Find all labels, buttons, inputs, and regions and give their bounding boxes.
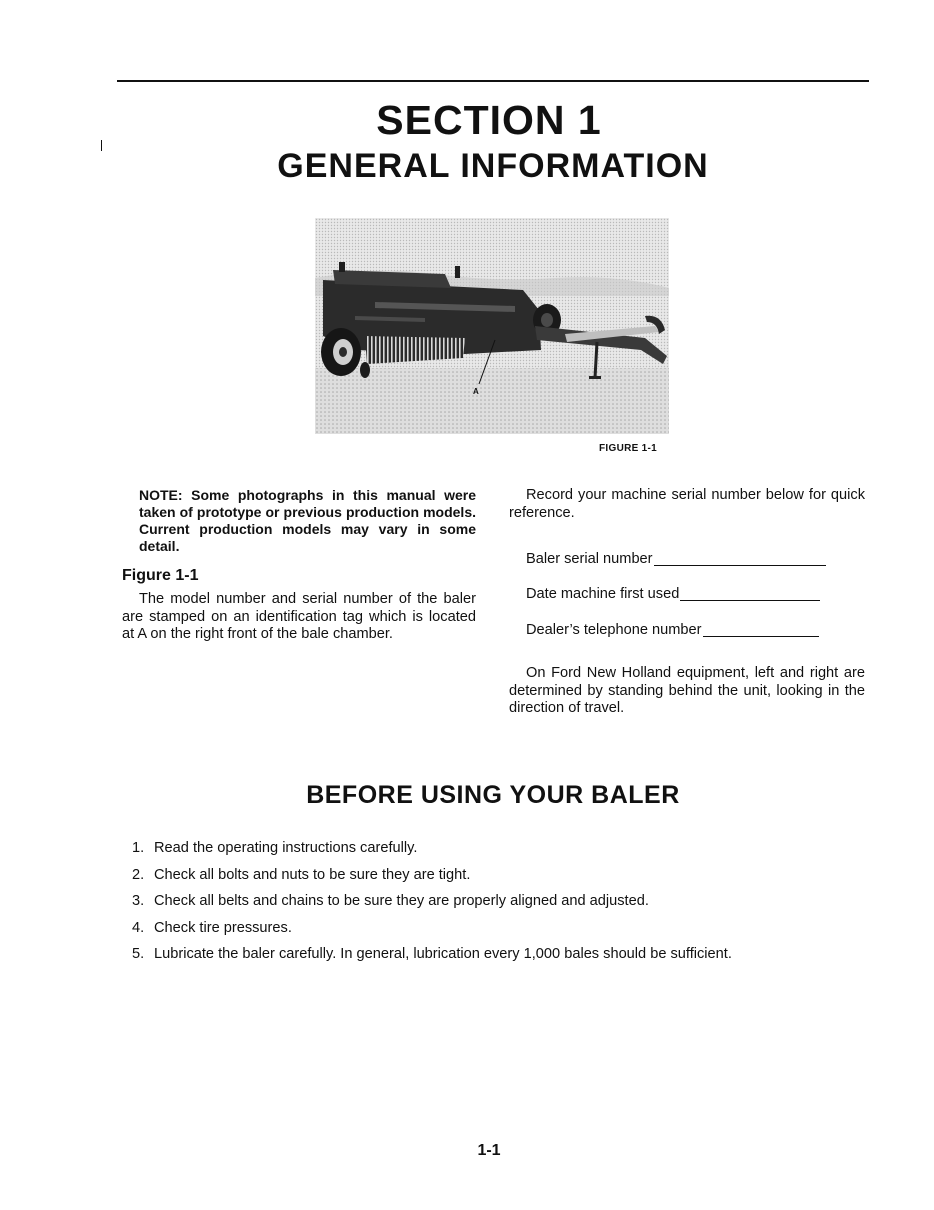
- top-rule: [117, 80, 869, 82]
- list-item: [128, 915, 868, 942]
- step-text: Check all bolts and nuts to be sure they are tight.: [154, 866, 471, 883]
- list-item: [128, 941, 868, 968]
- baler-serial-field: [509, 550, 826, 568]
- step-text: Read the operating instructions carefully.: [154, 840, 418, 856]
- left-column: [122, 487, 476, 644]
- list-item: [128, 888, 868, 915]
- list-item: [128, 862, 868, 889]
- note-text: NOTE: Some photographs in this manual were taken of prototype or previous production models. Current production models may vary in some detail.: [139, 487, 476, 554]
- blank-line: [654, 565, 826, 566]
- figure-description: The model number and serial number of the baler are stamped on an identification tag which is located at A on the right front of the bale chamber.: [122, 591, 476, 642]
- section-subtitle: GENERAL INFORMATION: [277, 147, 709, 185]
- baler-photo: [315, 218, 669, 434]
- note-paragraph: [122, 487, 476, 555]
- blank-line: [680, 600, 820, 601]
- page-number: 1-1: [477, 1142, 501, 1159]
- field-label: Baler serial number: [526, 551, 653, 567]
- figure-caption: FIGURE 1-1: [599, 443, 658, 454]
- callout-label-a: A: [473, 387, 479, 396]
- field-label: Dealer’s telephone number: [526, 622, 702, 638]
- figure-heading: Figure 1-1: [122, 567, 199, 584]
- before-using-heading: BEFORE USING YOUR BALER: [306, 781, 680, 809]
- orientation-note: On Ford New Holland equipment, left and right are determined by standing behind the unit, looking in the direction of travel.: [509, 665, 865, 716]
- before-using-steps: [128, 835, 868, 968]
- step-text: Check tire pressures.: [154, 919, 292, 936]
- step-number: 5.: [132, 946, 145, 962]
- step-number: 2.: [132, 866, 145, 883]
- list-item: [128, 835, 868, 862]
- field-label: Date machine first used: [526, 586, 680, 602]
- step-number: 4.: [132, 919, 145, 936]
- step-text: Check all belts and chains to be sure they are properly aligned and adjusted.: [154, 893, 649, 909]
- step-number: 1.: [132, 840, 145, 856]
- step-number: 3.: [132, 893, 145, 909]
- record-instructions: Record your machine serial number below for quick reference.: [509, 487, 865, 521]
- right-column: [509, 487, 865, 716]
- step-text: Lubricate the baler carefully. In general, lubrication every 1,000 bales should be sufficient.: [154, 946, 732, 962]
- section-title: SECTION 1: [376, 97, 602, 143]
- dealer-telephone-field: [509, 621, 819, 639]
- blank-line: [703, 636, 819, 637]
- date-first-used-field: [509, 585, 820, 603]
